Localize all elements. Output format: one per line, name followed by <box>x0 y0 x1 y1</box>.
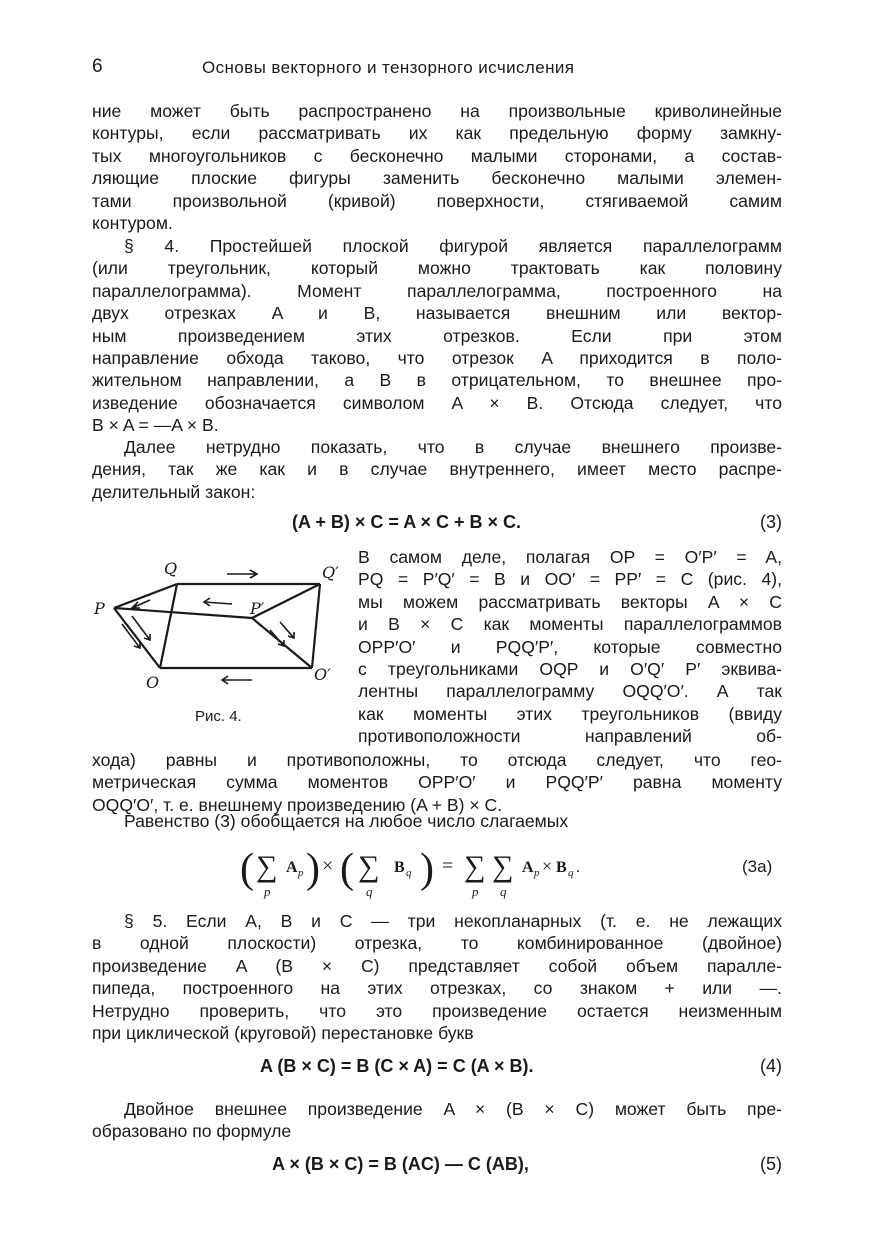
sum-symbol-2: ∑ <box>358 850 380 883</box>
sum-index-p: p <box>264 884 271 899</box>
edge-OP <box>114 608 160 668</box>
text-line: при циклической (круговой) перестановке букв <box>92 1023 474 1044</box>
paren-close-2: ) <box>420 846 434 892</box>
figure-4-parallelepiped <box>92 558 357 728</box>
times-symbol-1: × <box>322 855 334 877</box>
text-line: (или треугольник, который можно трактовать как половину <box>92 258 782 279</box>
text-line: дения, так же как и в случае внутреннего, имеет место распре- <box>92 459 782 480</box>
text-line: как моменты этих треугольников (ввиду <box>358 703 782 724</box>
equation-number: (5) <box>760 1154 782 1174</box>
paragraph-proof-right-column <box>358 546 782 748</box>
period: . <box>576 859 580 876</box>
sum-symbol-4: ∑ <box>492 850 514 883</box>
arrow-top <box>227 570 257 578</box>
text-line: контуром. <box>92 213 173 234</box>
paragraph-1 <box>92 100 782 234</box>
text-line: пипеда, построенного на этих отрезках, со знаком + или —. <box>92 978 782 999</box>
edge-PQ <box>114 584 177 608</box>
label-Qp: Q′ <box>322 563 339 582</box>
figure-caption: Рис. 4. <box>195 708 242 725</box>
label-O: O <box>146 673 160 692</box>
text-line: ным произведением этих отрезков. Если при этом <box>92 325 782 346</box>
paragraph-distributive <box>92 436 782 503</box>
times-symbol-2: × <box>542 856 553 876</box>
text-line: контуры, если рассматривать их как предельную форму замкну- <box>92 123 782 144</box>
sum-symbol-3: ∑ <box>464 850 486 883</box>
edge-OpQp <box>312 584 320 668</box>
text-line: параллелограмма). Момент параллелограмма, построенного на <box>92 280 782 301</box>
rhs-term-B-sub: q <box>568 867 574 879</box>
text-line: OPP′O′ и PQQ′P′, которые совместно <box>358 636 782 657</box>
text-line: Нетрудно проверить, что это произведение остается неизменным <box>92 1000 782 1021</box>
text-line: изведение обозначается символом A × B. Отсюда следует, что <box>92 392 782 413</box>
text-line: двух отрезках A и B, называется внешним или вектор- <box>92 303 782 324</box>
text-line: Далее нетрудно показать, что в случае внешнего произве- <box>124 437 782 457</box>
paragraph-section-5 <box>92 910 782 1044</box>
rhs-term-B: B <box>556 859 567 876</box>
term-B: B <box>394 859 405 876</box>
arrow-right-1 <box>270 630 284 646</box>
text-line: B × A = —A × B. <box>92 415 219 436</box>
running-title: Основы векторного и тензорного исчисления <box>202 58 575 77</box>
edge-PPp <box>114 608 252 618</box>
text-line: тых многоугольников с бесконечно малыми сторонами, а состав- <box>92 145 782 166</box>
sum-symbol-1: ∑ <box>256 850 278 883</box>
text-line: мы можем рассматривать векторы A × C <box>358 591 782 612</box>
text-line: PQ = P′Q′ = B и OO′ = PP′ = C (рис. 4), <box>358 569 782 590</box>
arrow-bottom <box>222 676 252 684</box>
text-line: в одной плоскости) отрезка, то комбинированное (двойное) <box>92 933 782 954</box>
arrow-middle <box>204 598 232 606</box>
equation-number: (4) <box>760 1056 782 1076</box>
paragraph-proof-full-width <box>92 749 782 816</box>
text-line: с треугольниками OQP и O′Q′ P′ эквива- <box>358 659 782 680</box>
text-line: произведение A (B × C) представляет собой объем паралле- <box>92 955 782 976</box>
edge-OQ <box>160 584 177 668</box>
equation-number: (3a) <box>742 857 773 876</box>
sum-index-q: q <box>366 884 373 899</box>
text-line: делительный закон: <box>92 481 256 502</box>
arrow-left-2 <box>122 624 140 648</box>
paren-open-2: ( <box>340 846 354 892</box>
text-line: Равенство (3) обобщается на любое число слагаемых <box>124 811 569 831</box>
text-line: Двойное внешнее произведение A × (B × C) может быть пре- <box>124 1099 782 1119</box>
equation-number: (3) <box>760 512 782 532</box>
equation-3a <box>92 838 782 900</box>
paragraph-double-product <box>92 1098 782 1143</box>
text-line: противоположности направлений об- <box>358 726 782 747</box>
paragraph-section-4 <box>92 235 782 437</box>
text-line: § 5. Если A, B и C — три некопланарных (т. е. не лежащих <box>124 911 782 931</box>
rhs-term-A: A <box>522 859 534 876</box>
running-header <box>92 56 782 82</box>
text-line: В самом деле, полагая OP = O′P′ = A, <box>358 547 782 567</box>
text-line: метрическая сумма моментов OPP′O′ и PQQ′P′ равна моменту <box>92 772 782 793</box>
label-Q: Q <box>164 559 178 578</box>
equation-3 <box>92 512 782 540</box>
term-A: A <box>286 859 298 876</box>
arrow-right-2 <box>280 622 294 638</box>
page-number: 6 <box>92 56 103 77</box>
text-line: лентны параллелограмму OQQ′O′. А так <box>358 681 782 702</box>
text-line: и B × C как моменты параллелограммов <box>358 614 782 635</box>
text-line: ляющие плоские фигуры заменить бесконечно малыми элемен- <box>92 168 782 189</box>
sum-index-q-rhs: q <box>500 884 507 899</box>
text-line: жительном направлении, а B в отрицательном, то внешнее про- <box>92 370 782 391</box>
equation-formula: A (B × C) = B (C × A) = C (A × B). <box>260 1056 534 1076</box>
text-line: хода) равны и противоположны, то отсюда следует, что гео- <box>92 750 782 770</box>
rhs-term-A-sub: p <box>534 867 540 879</box>
equation-formula: A × (B × C) = B (AC) — C (AB), <box>272 1154 529 1174</box>
equation-5 <box>92 1154 782 1182</box>
term-A-sub: p <box>298 867 304 879</box>
term-B-sub: q <box>406 867 412 879</box>
paren-close-1: ) <box>306 846 320 892</box>
paragraph-generalization <box>92 810 782 832</box>
equation-4 <box>92 1056 782 1084</box>
text-line: § 4. Простейшей плоской фигурой является параллелограмм <box>124 236 782 256</box>
paren-open-1: ( <box>240 846 254 892</box>
text-line: образовано по формуле <box>92 1121 292 1142</box>
equation-formula: (A + B) × C = A × C + B × C. <box>292 512 522 532</box>
text-line: тами произвольной (кривой) поверхности, стягиваемой самим <box>92 190 782 211</box>
equals-symbol: = <box>442 855 454 877</box>
text-line: OQQ′O′, т. е. внешнему произведению (A + B) × C. <box>92 794 503 815</box>
label-Pp: P′ <box>250 599 265 618</box>
label-P: P <box>94 599 105 618</box>
text-line: ние может быть распространено на произвольные криволинейные <box>92 101 782 121</box>
sum-index-p-rhs: p <box>472 884 479 899</box>
text-line: направление обхода таково, что отрезок A приходится в поло- <box>92 348 782 369</box>
label-Op: O′ <box>314 665 331 684</box>
